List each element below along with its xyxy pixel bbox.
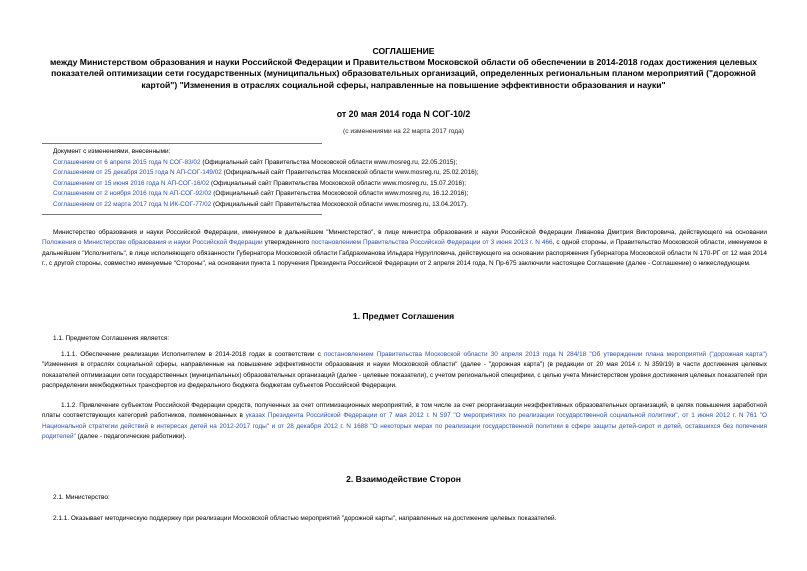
list-item: Соглашением от 22 марта 2017 года N ИК-СОГ-77/02 (Официальный сайт Правительства Московской области www.mosreg.ru, 13.04.2017).	[53, 200, 468, 208]
clause-2-1-1: 2.1.1. Оказывает методическую поддержку при реализации Московской областью мероприятий "дорожной карты", направленных на достижение целевых показателей.	[53, 515, 557, 522]
clause-1-1: 1.1. Предметом Соглашения является:	[53, 335, 170, 342]
document-title	[40, 46, 767, 91]
presidential-decrees-link[interactable]: указах Президента Российской Федерации от 7 мая 2012 г. N 597 "О мероприятиях по реализации государственной социальной политики", от 1 июня 2012 г. N 761 "О Национальной стратегии действий в интересах детей на 2012-2017 годы" и от 28 декабря 2012 г. N 1688 "О некоторых мерах по реализации государственной политики в сфере защиты детей-сирот и детей, оставшихся без попечения родителей"	[42, 412, 767, 440]
preamble-paragraph: Министерство образования и науки Российской Федерации, именуемое в дальнейшем "Министерство", в лице министра образования и науки Российской Федерации Ливанова Дмитрия Викторовича, действующего на основании Положения о Министерстве образования и науки Российской Федерации утвержденного постановлением Правительства Российской Федерации от 3 июня 2013 г. N 466, с одной стороны, и Правительство Московской области, именуемое в дальнейшем "Исполнитель", в лице исполняющего обязанности Губернатора Московской области Габдрахманова Ильдара Нурулловича, действующего на основании распоряжения Губернатора Московской области N 170-РГ от 12 мая 2014 г., с другой стороны, совместно именуемые "Стороны", на основании пункта 1 поручения Президента Российской Федерации от 2 апреля 2014 года, N Пр-675 заключили настоящее Соглашение (далее - Соглашение) о нижеследующем.	[42, 229, 767, 267]
amendment-link[interactable]: Соглашением от 25 декабря 2015 года N АП-СОГ-149/02	[53, 169, 222, 177]
resolution-link[interactable]: постановлением Правительства Московской области 30 апреля 2013 года N 284/18 "Об утверждении плана мероприятий ("дорожная карта")	[323, 351, 767, 358]
amendment-link[interactable]: Соглашением от 22 марта 2017 года N ИК-СОГ-77/02	[53, 200, 212, 208]
amendment-link[interactable]: Соглашением от 15 июня 2016 года N АП-СОГ-16/02	[53, 179, 210, 187]
changes-list	[53, 147, 479, 211]
changes-intro: Документ с изменениями, внесенными:	[53, 148, 171, 155]
section-2-heading: 2. Взаимодействие Сторон	[346, 474, 461, 484]
list-item: Соглашением от 2 ноября 2016 года N АП-СОГ-92/02 (Официальный сайт Правительства Московской области www.mosreg.ru, 16.12.2016);	[53, 190, 469, 198]
section-1-heading: 1. Предмет Соглашения	[352, 311, 455, 321]
divider-bottom	[42, 214, 322, 215]
document-date-number: от 20 мая 2014 года N СОГ-10/2	[336, 109, 471, 119]
amended-note: (с изменениями на 22 марта 2017 года)	[343, 128, 464, 135]
clause-1-1-1: 1.1.1. Обеспечение реализации Исполнителем в 2014-2018 годах в соответствии с постановлением Правительства Московской области 30 апреля 2013 года N 284/18 "Об утверждении плана мероприятий ("дорожная карта") "Изменения в отраслях социальной сферы, направленные на повышение эффективности образования и науки Московской области" (далее - "дорожная карта") (в редакции от 20 мая 2014 г. N 359/19) в части достижения целевых показателей оптимизации сети государственных (муниципальных) образовательных организаций (далее - целевые показатели), с учетом региональной специфики, с целью учета Министерством уровня достижения целевых показателей при распределении межбюджетных трансфертов из федерального бюджета бюджетам субъектов Российской Федерации.	[42, 351, 767, 389]
title-heading: СОГЛАШЕНИЕ	[372, 46, 435, 56]
decree-link[interactable]: постановлением Правительства Российской Федерации от 3 июня 2013 г. N 466	[311, 239, 553, 247]
amendment-link[interactable]: Соглашением от 6 апреля 2015 года N СОГ-83/02	[53, 158, 201, 166]
title-subtitle: между Министерством образования и науки Российской Федерации и Правительством Московской области об обеспечении в 2014-2018 годах достижения целевых показателей оптимизации сети государственных (муниципальных) образовательных организаций, определенных региональным планом мероприятий ("дорожной картой") "Изменения в отраслях социальной сферы, направленные на повышение эффективности образования и науки"	[49, 57, 758, 90]
divider-top	[42, 143, 322, 144]
regulation-link[interactable]: Положения о Министерстве образования и науки Российской Федерации	[42, 239, 263, 247]
clause-1-1-2: 1.1.2. Привлечение субъектом Российской Федерации средств, полученных за счет оптимизационных мероприятий, в том числе за счет реорганизации неэффективных образовательных организаций, в целях повышения заработной платы соответствующих категорий работников, поименованных в указах Президента Российской Федерации от 7 мая 2012 г. N 597 "О мероприятиях по реализации государственной социальной политики", от 1 июня 2012 г. N 761 "О Национальной стратегии действий в интересах детей на 2012-2017 годы" и от 28 декабря 2012 г. N 1688 "О некоторых мерах по реализации государственной политики в сфере защиты детей-сирот и детей, оставшихся без попечения родителей" (далее - педагогические работники).	[42, 402, 767, 440]
list-item: Соглашением от 25 декабря 2015 года N АП-СОГ-149/02 (Официальный сайт Правительства Московской области www.mosreg.ru, 25.02.2016);	[53, 169, 479, 177]
list-item: Соглашением от 15 июня 2016 года N АП-СОГ-16/02 (Официальный сайт Правительства Московской области www.mosreg.ru, 15.07.2016);	[53, 179, 467, 187]
list-item: Соглашением от 6 апреля 2015 года N СОГ-83/02 (Официальный сайт Правительства Московской области www.mosreg.ru, 22.05.2015);	[53, 158, 458, 166]
clause-2-1: 2.1. Министерство:	[53, 494, 110, 501]
amendment-link[interactable]: Соглашением от 2 ноября 2016 года N АП-СОГ-92/02	[53, 190, 212, 198]
